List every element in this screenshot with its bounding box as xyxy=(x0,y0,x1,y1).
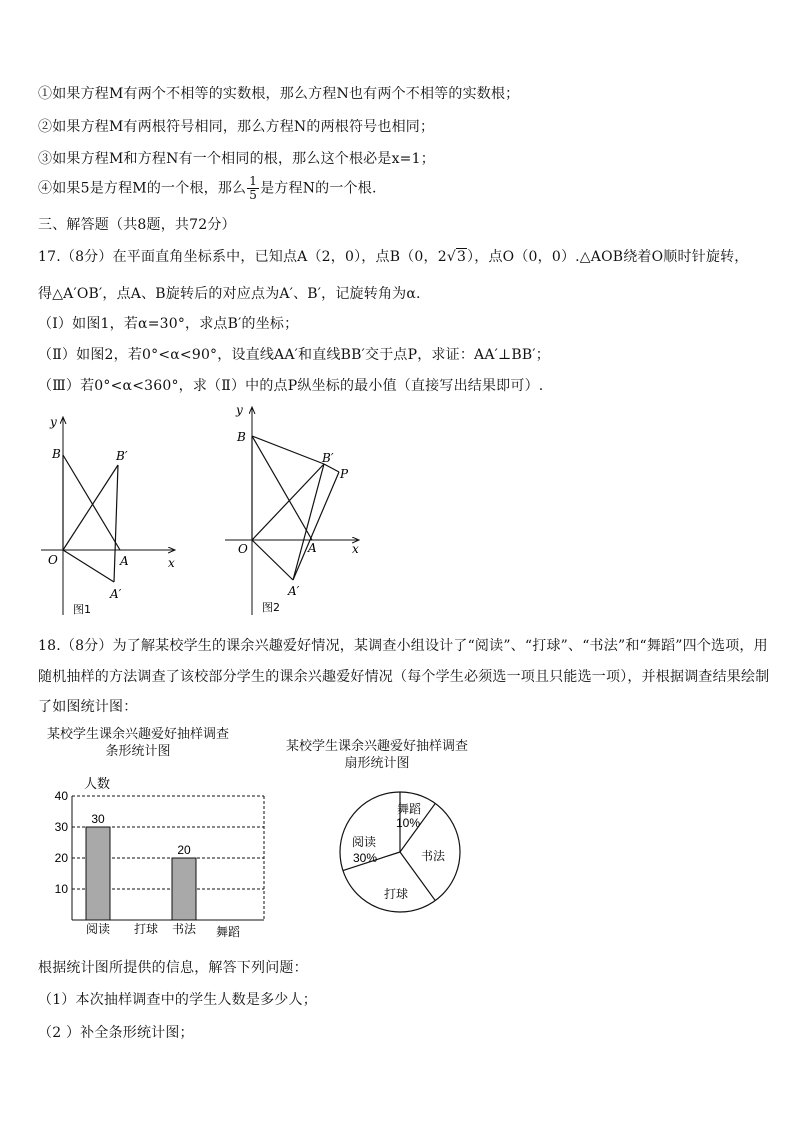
bar-chart-title-block xyxy=(36,726,240,760)
pie-chart xyxy=(330,770,480,945)
bar-category-label: 打球 xyxy=(133,922,159,936)
figure-1 xyxy=(36,410,186,625)
q18-line3: 了如图统计图： xyxy=(38,699,138,715)
fig1-label-A: A xyxy=(120,554,129,568)
fig1-label-B: B xyxy=(52,447,61,461)
fig2-segment-BA xyxy=(252,436,312,540)
q17-line1-post: ），点O（0，0）.△AOB绕着O顺时针旋转， xyxy=(467,249,749,265)
fig2-label-A: A xyxy=(308,541,317,555)
bar-chart-ytick-label: 20 xyxy=(54,851,68,865)
bar-value-label: 20 xyxy=(177,843,191,857)
fig1-segment-OB-prime xyxy=(63,465,118,550)
fig2-label-y: y xyxy=(236,403,243,417)
fig1-label-y: y xyxy=(50,415,57,429)
fig1-segment-OA-prime xyxy=(63,550,114,582)
bar-category-label: 舞蹈 xyxy=(215,925,241,939)
q18-part2: （2 ）补全条形统计图； xyxy=(38,1025,194,1041)
fraction-numerator: 1 xyxy=(249,174,258,188)
bar-chart-ytick-label: 10 xyxy=(54,882,68,896)
fraction xyxy=(247,175,259,202)
fig2-segment-OB-prime xyxy=(252,464,324,540)
bar-chart-ytick-label: 30 xyxy=(54,820,68,834)
q18-line2: 随机抽样的方法调查了该校部分学生的课余兴趣爱好情况（每个学生必须选一项且只能选一项），并根据调查结果绘制 xyxy=(38,669,770,685)
fig2-segment-A-prime-P xyxy=(293,472,339,580)
statement-4-post: 是方程N的一个根. xyxy=(260,180,377,197)
q17-part2: （Ⅱ）如图2，若0°<α<90°，设直线AA′和直线BB′交于点P，求证：AA′⊥BB′； xyxy=(38,347,550,363)
fig1-label-B-prime: B′ xyxy=(116,449,128,463)
fraction-denominator: 5 xyxy=(249,188,258,202)
fig2-label-P: P xyxy=(340,467,349,481)
bar-2 xyxy=(172,858,196,920)
q17-part3: （Ⅲ）若0°<α<360°，求（Ⅱ）中的点P纵坐标的最小值（直接写出结果即可）. xyxy=(38,378,544,394)
pie-slice-label: 阅读 xyxy=(351,835,377,849)
section-heading: 三、解答题（共8题，共72分） xyxy=(38,217,236,233)
statement-4-pre: ④如果5是方程M的一个根，那么 xyxy=(38,180,247,197)
fig2-label-O: O xyxy=(238,542,248,556)
q17-line1-pre: 17.（8分）在平面直角坐标系中，已知点A（2，0），点B（0，2 xyxy=(38,249,447,265)
fig2-label-B-prime: B′ xyxy=(322,451,334,465)
fig2-segment-B-prime-P xyxy=(324,464,339,472)
bar-0 xyxy=(86,827,110,920)
statement-3: ③如果方程M和方程N有一个相同的根，那么这个根必是x=1； xyxy=(38,151,435,167)
q18-part1: （1）本次抽样调查中的学生人数是多少人； xyxy=(38,992,317,1008)
fig1-segment-B-prime-A-prime xyxy=(114,465,118,582)
pie-slice-percent: 10% xyxy=(395,816,421,830)
bar-chart-title: 某校学生课余兴趣爱好抽样调查 xyxy=(46,727,229,742)
fig2-label-A-prime: A′ xyxy=(288,584,300,598)
bar-chart-subtitle: 条形统计图 xyxy=(105,744,171,759)
q17-part1: （Ⅰ）如图1，若α=30°，求点B′的坐标； xyxy=(38,316,299,332)
pie-slice-label: 舞蹈 xyxy=(396,802,422,816)
statement-4 xyxy=(38,175,377,202)
fig2-label-B: B xyxy=(237,430,246,444)
figure-2 xyxy=(220,400,368,622)
bar-category-label: 书法 xyxy=(171,922,197,936)
fig2-caption: 图2 xyxy=(262,601,280,614)
fig1-label-O: O xyxy=(48,553,58,567)
bar-chart-ytick-label: 40 xyxy=(54,789,68,803)
bar-value-label: 30 xyxy=(91,812,105,826)
fig1-label-x: x xyxy=(168,556,175,570)
bar-chart xyxy=(36,770,276,945)
after-charts-text: 根据统计图所提供的信息，解答下列问题： xyxy=(38,960,308,976)
q17-line1 xyxy=(38,246,749,266)
fig2-segment-BB-prime xyxy=(252,436,324,464)
pie-slice-label: 书法 xyxy=(420,849,446,863)
q18-line1: 18.（8分）为了解某校学生的课余兴趣爱好情况，某调查小组设计了“阅读”、“打球”、“书法”和“舞蹈”四个选项，用 xyxy=(38,638,768,654)
sqrt-symbol: √ xyxy=(446,249,456,265)
statement-2: ②如果方程M有两根符号相同，那么方程N的两根符号也相同； xyxy=(38,119,435,135)
sqrt-value: 3 xyxy=(456,249,467,265)
pie-chart-title-block xyxy=(272,738,482,772)
fig2-segment-B-prime-A-prime xyxy=(293,464,324,580)
pie-slice-percent: 30% xyxy=(352,851,378,865)
q17-line2: 得△A′OB′，点A、B旋转后的对应点为A′、B′，记旋转角为α. xyxy=(38,286,421,302)
pie-chart-title: 某校学生课余兴趣爱好抽样调查 xyxy=(285,739,468,754)
fig2-segment-OA-prime xyxy=(252,540,293,580)
pie-chart-subtitle: 扇形统计图 xyxy=(344,756,410,771)
fig2-label-x: x xyxy=(352,542,359,556)
fig1-label-A-prime: A′ xyxy=(110,587,122,601)
bar-chart-ylabel: 人数 xyxy=(84,776,111,791)
bar-category-label: 阅读 xyxy=(85,922,111,936)
statement-1: ①如果方程M有两个不相等的实数根，那么方程N也有两个不相等的实数根； xyxy=(38,86,520,102)
fig1-caption: 图1 xyxy=(73,603,91,616)
pie-slice-label: 打球 xyxy=(383,887,409,901)
